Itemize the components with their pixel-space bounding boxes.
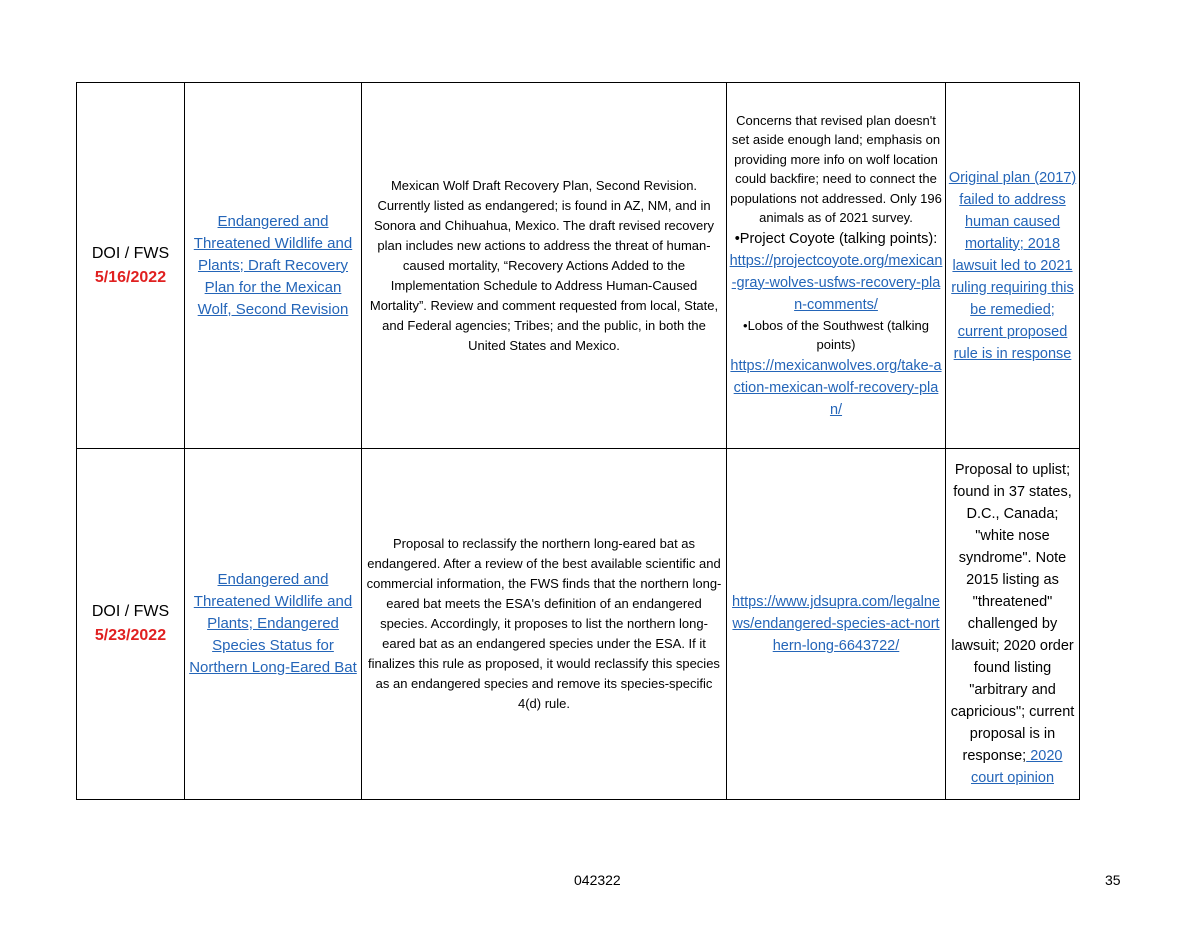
footer-code: 042322 bbox=[574, 872, 621, 888]
title-link[interactable]: Endangered and Threatened Wildlife and Plants; Draft Recovery Plan for the Mexican Wolf, Second Revision bbox=[193, 212, 353, 318]
notes-link[interactable]: Original plan (2017) failed to address human caused mortality; 2018 lawsuit led to 2021 ruling requiring this be remedied; current proposed rule is in response bbox=[948, 169, 1077, 362]
date-label: 5/16/2022 bbox=[94, 268, 167, 286]
table-row bbox=[77, 83, 1080, 449]
date-label: 5/23/2022 bbox=[94, 627, 167, 644]
description-text: Proposal to reclassify the northern long-eared bat as endangered. After a review of the best available scientific and commercial information, the FWS finds that the northern long-eared bat meets the ESA's definition of an endangered species. Accordingly, it proposes to list the northern long-eared bat as an endangered species under the ESA. If it finalizes this rule as proposed, it would reclassify this species as an endangered species and remove its species-specific 4(d) rule. bbox=[366, 536, 722, 711]
title-cell bbox=[185, 449, 362, 800]
agency-label: DOI / FWS bbox=[91, 244, 170, 262]
resource-group-label: •Lobos of the Southwest (talking points) bbox=[743, 317, 929, 352]
resource-group-label: •Project Coyote (talking points): bbox=[734, 230, 938, 247]
table-row bbox=[77, 449, 1080, 800]
title-link[interactable]: Endangered and Threatened Wildlife and Plants; Endangered Species Status for Northern Long-Eared Bat bbox=[189, 571, 357, 676]
resources-intro: Concerns that revised plan doesn't set aside enough land; emphasis on providing more info on wolf location could backfire; need to connect the populations not addressed. Only 196 animals as of 2021 survey. bbox=[730, 112, 942, 225]
agency-cell bbox=[77, 83, 185, 449]
description-cell bbox=[362, 83, 727, 449]
resource-link[interactable]: https://mexicanwolves.org/take-action-mexican-wolf-recovery-plan/ bbox=[730, 357, 942, 418]
page-number: 35 bbox=[1105, 872, 1121, 888]
description-cell bbox=[362, 449, 727, 800]
resources-cell bbox=[727, 449, 946, 800]
court-opinion-link[interactable]: 2020 court opinion bbox=[970, 748, 1063, 786]
resource-link[interactable]: https://projectcoyote.org/mexican-gray-wolves-usfws-recovery-plan-comments/ bbox=[729, 252, 943, 313]
resources-cell bbox=[727, 83, 946, 449]
regulations-table bbox=[76, 82, 1080, 800]
description-text: Mexican Wolf Draft Recovery Plan, Second Revision. Currently listed as endangered; is found in AZ, NM, and in Sonora and Chihuahua, Mexico. The draft revised recovery plan includes new actions to address the threat of human-caused mortality, “Recovery Actions Added to the Implementation Schedule to Address Human-Caused Mortality”. Review and comment requested from local, State, and Federal agencies; Tribes; and the public, in both the United States and Mexico. bbox=[369, 177, 719, 353]
title-cell bbox=[185, 83, 362, 449]
agency-cell bbox=[77, 449, 185, 800]
resource-link[interactable]: https://www.jdsupra.com/legalnews/endangered-species-act-northern-long-6643722/ bbox=[732, 594, 940, 654]
agency-label: DOI / FWS bbox=[91, 603, 170, 620]
notes-body: Proposal to uplist; found in 37 states, D.C., Canada; "white nose syndrome". Note 2015 listing as "threatened" challenged by lawsuit; 2020 order found listing "arbitrary and capricious"; current proposal is in response; bbox=[950, 462, 1075, 764]
notes-cell bbox=[946, 449, 1080, 800]
notes-cell bbox=[946, 83, 1080, 449]
notes-text bbox=[948, 459, 1077, 789]
